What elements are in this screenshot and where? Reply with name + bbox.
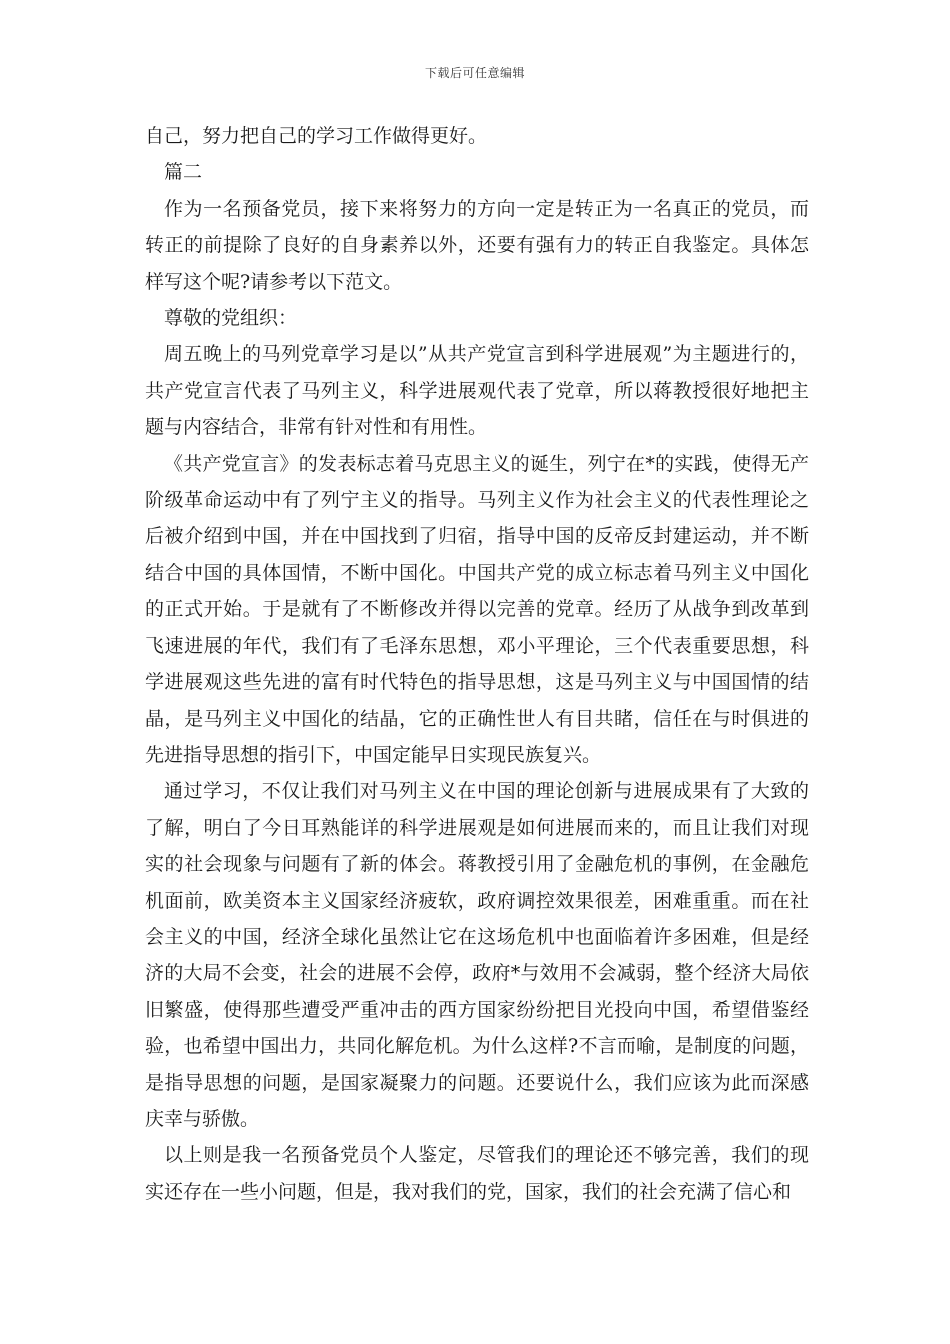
section-heading-part-two: 篇二 — [164, 161, 203, 184]
paragraph-learning: 通过学习，不仅让我们对马列主义在中国的理论创新与进展成果有了大致的了解，明白了今日耳熟能详的科学进展观是如何进展而来的，而且让我们对现实的社会现象与问题有了新的体会。蒋教授引用了金融危机的事例，在金融危机面前，欧美资本主义国家经济疲软，政府调控效果很差，困难重重。而在社会主义的中国，经济全球化虽然让它在这场危机中也面临着许多困难，但是经济的大局不会变，社会的进展不会停，政府*与效用不会减弱，整个经济大局依旧繁盛，使得那些遭受严重冲击的西方国家纷纷把目光投向中国，希望借鉴经验，也希望中国出力，共同化解危机。为什么这样?不言而喻，是制度的问题，是指导思想的问题，是国家凝聚力的问题。还要说什么，我们应该为此而深感庆幸与骄傲。 — [145, 780, 809, 1130]
paragraph-study-theme: 周五晚上的马列党章学习是以”从共产党宣言到科学进展观”为主题进行的，共产党宣言代表了马列主义，科学进展观代表了党章，所以蒋教授很好地把主题与内容结合，非常有针对性和有用性。 — [145, 343, 809, 439]
salutation: 尊敬的党组织： — [164, 307, 298, 330]
paragraph-intro: 作为一名预备党员，接下来将努力的方向一定是转正为一名真正的党员，而转正的前提除了良好的自身素养以外，还要有强有力的转正自我鉴定。具体怎样写这个呢?请参考以下范文。 — [145, 197, 809, 293]
page-header: 下载后可任意编辑 — [424, 66, 525, 80]
paragraph-manifesto: 《共产党宣言》的发表标志着马克思主义的诞生，列宁在*的实践，使得无产阶级革命运动中有了列宁主义的指导。马列主义作为社会主义的代表性理论之后被介绍到中国，并在中国找到了归宿，指导中国的反帝反封建运动，并不断结合中国的具体国情，不断中国化。中国共产党的成立标志着马列主义中国化的正式开始。于是就有了不断修改并得以完善的党章。经历了从战争到改革到飞速进展的年代，我们有了毛泽东思想，邓小平理论，三个代表重要思想，科学进展观这些先进的富有时代特色的指导思想，这是马列主义与中国国情的结晶，是马列主义中国化的结晶，它的正确性世人有目共睹，信任在与时俱进的先进指导思想的指引下，中国定能早日实现民族复兴。 — [145, 452, 809, 766]
paragraph-conclusion: 以上则是我一名预备党员个人鉴定，尽管我们的理论还不够完善，我们的现实还存在一些小问题，但是，我对我们的党，国家，我们的社会充满了信心和 — [145, 1144, 809, 1203]
paragraph-continuation: 自己，努力把自己的学习工作做得更好。 — [145, 125, 488, 147]
document-body — [145, 118, 809, 1210]
